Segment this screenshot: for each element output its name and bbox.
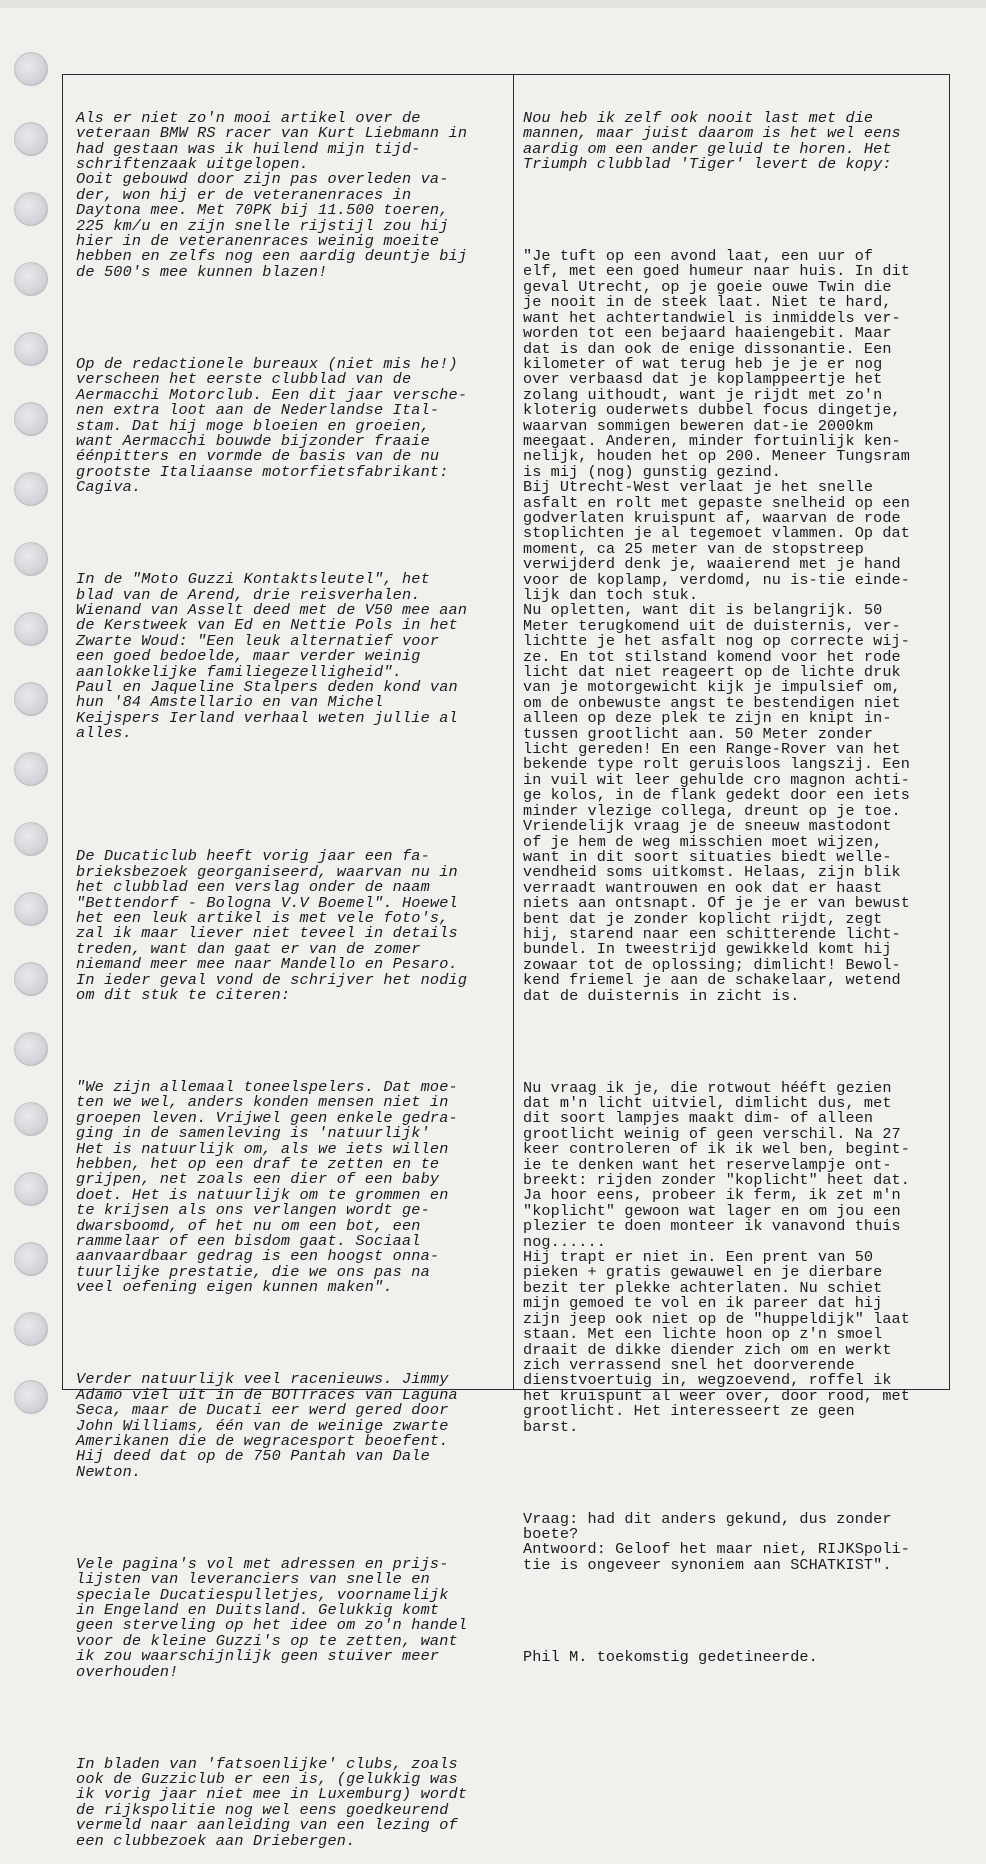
- paragraph-moto-guzzi-kontaktsleutel: In de "Moto Guzzi Kontaktsleutel", het blad van de Arend, drie reisverhalen. Wienand van Asselt deed met de V50 mee aan de Kerstweek van Ed en Nettie Pols in het Zwarte Woud: "Een leuk alternatief voor een goed bedoelde, maar verder weinig aanlokkelijke familiegezelligheid". Paul en Jaqueline Stalpers deden kond van hun '84 Amstellario en van Michel Keijspers Ierland verhaal weten jullie al alles.: [76, 570, 468, 743]
- binder-hole: [14, 1172, 48, 1206]
- paragraph-aermacchi: Op de redactionele bureaux (niet mis he!) verscheen het eerste clubblad van de Aermacchi Motorclub. Een dit jaar versche- nen extra loot aan de Nederlandse Ital- stam. Dat hij moge bloeien en groeien, want Aermacchi bouwde bijzonder fraaie éénpitters en vormde de basis van de nu grootste Italiaanse motorfietsfabrikant: Cagiva.: [76, 354, 468, 497]
- binder-holes: [14, 0, 54, 1402]
- paragraph-ducaticlub: De Ducaticlub heeft vorig jaar een fa- brieksbezoek georganiseerd, waarvan nu in het clubblad een verslag onder de naam "Bettendorf - Bologna V.V Boemel". Hoewel het een leuk artikel is met vele foto's, zal ik maar liever niet teveel in details treden, want dan gaat er van de zomer niemand meer mee naar Mandello en Pesaro. In ieder geval vond de schrijver het nodig om dit stuk te citeren:: [76, 847, 468, 1004]
- paragraph-racenieuws: Verder natuurlijk veel racenieuws. Jimmy Adamo viel uit in de BOTTraces van Laguna Seca, maar de Ducati eer werd gered door John Williams, één van de weinige zwarte Amerikanen die de wegracesport beoefent. Hij deed dat op de 750 Pantah van Dale Newton.: [76, 1370, 458, 1481]
- paragraph-rijkspolitie: In bladen van 'fatsoenlijke' clubs, zoals ook de Guzziclub er een is, (gelukkig was ik vorig jaar niet mee in Luxemburg) wordt de rijkspolitie nog wel eens goedkeurend vermeld naar aanleiding van een lezing of een clubbezoek aan Driebergen.: [76, 1754, 468, 1850]
- binder-hole: [14, 262, 48, 296]
- binder-hole: [14, 1032, 48, 1066]
- binder-hole: [14, 612, 48, 646]
- binder-hole: [14, 52, 48, 86]
- paragraph-question-answer: Vraag: had dit anders gekund, dus zonder boete? Antwoord: Geloof het maar niet, RIJKSpoli- tie is ongeveer synoniem aan SCHATKIST".: [523, 1509, 910, 1574]
- paragraph-adressen: Vele pagina's vol met adressen en prijs- lijsten van leveranciers van snelle en speciale Ducatiespulletjes, voornamelijk in Engeland en Duitsland. Gelukkig komt geen sterveling op het idee om zo'n handel voor de kleine Guzzi's op te zetten, want ik zou waarschijnlijk geen stuiver meer overhouden!: [76, 1554, 468, 1681]
- binder-hole: [14, 332, 48, 366]
- binder-hole: [14, 892, 48, 926]
- binder-hole: [14, 752, 48, 786]
- column-divider: [513, 74, 514, 1390]
- binder-hole: [14, 1380, 48, 1414]
- binder-hole: [14, 192, 48, 226]
- paper-top-edge: [0, 0, 986, 8]
- binder-hole: [14, 962, 48, 996]
- binder-hole: [14, 1312, 48, 1346]
- left-column: [76, 80, 506, 1864]
- binder-hole: [14, 402, 48, 436]
- binder-hole: [14, 472, 48, 506]
- binder-hole: [14, 822, 48, 856]
- signature-line: Phil M. toekomstig gedetineerde.: [523, 1647, 818, 1666]
- paragraph-tiger-intro: Nou heb ik zelf ook nooit last met die mannen, maar juist daarom is het wel eens aardig om een ander geluid te horen. Het Triumph clubblad 'Tiger' levert de kopy:: [523, 108, 901, 174]
- binder-hole: [14, 542, 48, 576]
- binder-hole: [14, 1242, 48, 1276]
- paragraph-quote-toneelspelers: "We zijn allemaal toneelspelers. Dat moe- ten we wel, anders konden mensen niet in groepen leven. Vrijwel geen enkele gedra- ging in de samenleving is 'natuurlijk' Het is natuurlijk om, als we iets willen hebben, het op een draf te zetten en te grijpen, net zoals een dier of een baby doet. Het is natuurlijk om te grommen en te krijsen als ons verlangen wordt ge- dwarsboomd, of het nu om een bot, een rammelaar of een bisdom gaat. Sociaal aanvaardbaar gedrag is een hoogst onna- tuurlijke prestatie, die we ons pas na veel oefening eigen kunnen maken".: [76, 1077, 458, 1297]
- binder-hole: [14, 682, 48, 716]
- paragraph-story-part2: Nu vraag ik je, die rotwout hééft gezien dat m'n licht uitviel, dimlicht dus, met dit soort lampjes maakt dim- of alleen grootlicht weinig of geen verschil. Na 27 keer controleren of ik ik wel ben, begint- ie te denken want het reservelampje ont- breekt: rijden zonder "koplicht" heet dat. Ja hoor eens, probeer ik ferm, ik zet m'n "koplicht" gewoon wat lager en om jou een plezier te doen monteer ik vanavond thuis nog...... Hij trapt er niet in. Een prent van 50 pieken + gratis gewauwel en je dierbare bezit ter plekke achterlaten. Nu schiet mijn gemoed te vol en ik pareer dat hij zijn jeep ook niet op de "huppeldijk" laat staan. Met een lichte hoon op z'n smoel draait de dikke diender zich om en werkt zich verrassend snel het doorverende dienstvoertuig in, wegzoevend, roffel ik het kruispunt al weer over, door rood, met grootlicht. Het interesseert ze geen barst.: [523, 1078, 910, 1436]
- binder-hole: [14, 122, 48, 156]
- binder-hole: [14, 1102, 48, 1136]
- paragraph-bmw-liebmann: Als er niet zo'n mooi artikel over de veteraan BMW RS racer van Kurt Liebmann in had gestaan was ik huilend mijn tijd- schriftenzaak uitgelopen. Ooit gebouwd door zijn pas overleden va- der, won hij er de veteranenraces in Daytona mee. Met 70PK bij 11.500 toeren, 225 km/u en zijn snelle rijstijl zou hij hier in de veteranenraces weinig moeite hebben en zelfs nog een aardig deuntje bij de 500's mee kunnen blazen!: [76, 108, 468, 281]
- right-column: [523, 80, 943, 1681]
- paragraph-story-part1: "Je tuft op een avond laat, een uur of elf, met een goed humeur naar huis. In dit geval Utrecht, op je goeie ouwe Twin die je nooit in de steek laat. Niet te hard, want het achtertandwiel is inmiddels ver- worden tot een bejaard haaiengebit. Maar dat is dan ook de enige dissonantie. Een kilometer of wat terug heb je je er nog over verbaasd dat je koplamppeertje het zolang uithoudt, want je rijdt met zo'n kloterig ouderwets dubbel focus dingetje, waarvan sommigen beweren dat-ie 2000km meegaat. Anderen, minder fortuinlijk ken- nelijk, houden het op 200. Meneer Tungsram is mij (nog) gunstig gezind. Bij Utrecht-West verlaat je het snelle asfalt en rolt met gepaste snelheid op een godverlaten kruispunt af, waarvan de rode stoplichten je al tegemoet vlammen. Op dat moment, ca 25 meter van de stopstreep verwijderd denk je, waaierend met je hand voor de koplamp, verdomd, nu is-tie einde- lijk dan toch stuk. Nu opletten, want dit is belangrijk. 50 Meter terugkomend uit de duisternis, ver- lichtte je het asfalt nog op correcte wij- ze. En tot stilstand komend voor het rode licht dat niet reageert op de lichte druk van je motorgewicht kijk je impulsief om, om de onbewuste angst te bestendigen niet alleen op deze plek te zijn en knipt in- tussen grootlicht aan. 50 Meter zonder licht gereden! En een Range-Rover van het bekende type rolt geruisloos langszij. Een in vuil wit leer gehulde cro magnon achti- ge kolos, in de flank gedekt door een iets minder vlezige collega, dreunt op je toe. Vriendelijk vraag je de sneeuw mastodont of je hem de weg misschien moet wijzen, want in dit soort situaties biedt welle- vendheid soms uitkomst. Helaas, zijn blik verraadt wantrouwen en ook dat er haast niets aan ontsnapt. Of je je er van bewust bent dat je zonder koplicht rijdt, zegt hij, starend naar een schitterende licht- bundel. In tweestrijd gewikkeld komt hij zowaar tot de oplossing; dimlicht! Bewol- kend friemel je aan de schakelaar, wetend dat de duisternis in zicht is.: [523, 247, 910, 1005]
